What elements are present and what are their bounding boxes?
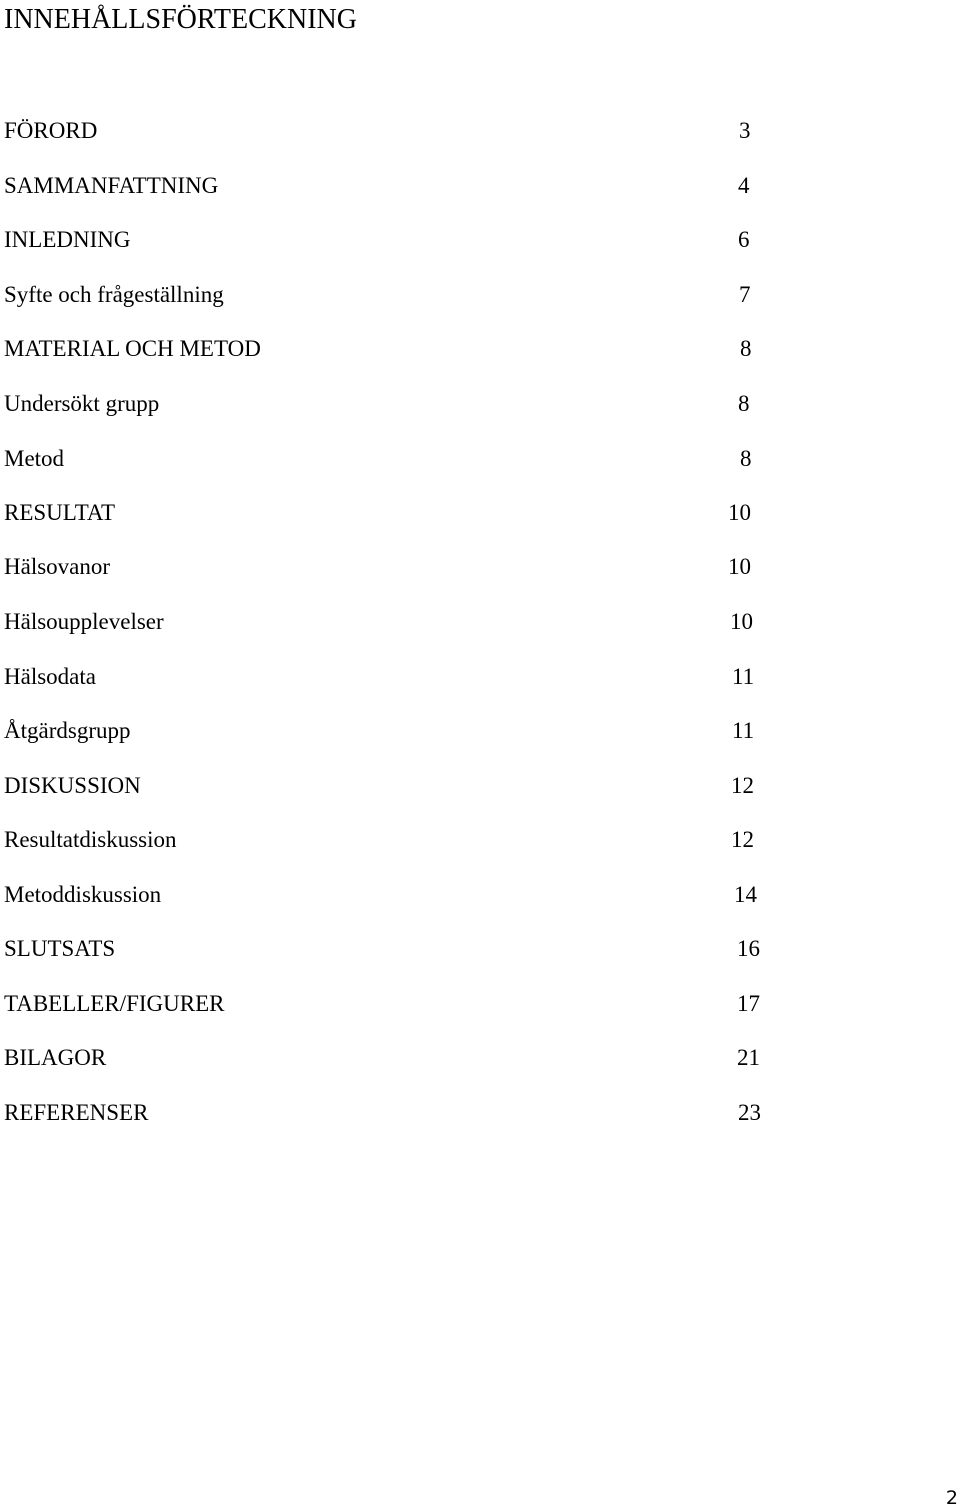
toc-entry-label: Hälsovanor [4,554,111,579]
toc-entry-page: 12 [731,773,754,798]
toc-entry[interactable] [4,1098,784,1128]
toc-entry-page: 3 [739,118,751,143]
toc-entry-page: 16 [737,936,760,961]
toc-entry-page: 8 [740,336,752,361]
toc-entry[interactable] [4,771,784,801]
page-number: 2 [945,1487,958,1509]
toc-entry-page: 8 [738,391,750,416]
toc-entry-page: 11 [732,664,755,689]
toc-entry-label: BILAGOR [4,1045,107,1070]
toc-entry-label: Åtgärdsgrupp [4,718,131,743]
toc-entry[interactable] [4,934,784,964]
toc-entry-page: 4 [738,173,750,198]
toc-entry-label: Syfte och frågeställning [4,282,224,307]
toc-entry-label: Metoddiskussion [4,882,162,907]
toc-entry[interactable] [4,225,784,255]
toc-entry-page: 8 [740,446,752,471]
toc-entry-label: SLUTSATS [4,936,116,961]
toc-entry-page: 10 [728,554,751,579]
toc-entry[interactable] [4,989,784,1019]
toc-entry[interactable] [4,116,784,146]
toc-entry[interactable] [4,498,784,528]
toc-entry[interactable] [4,716,784,746]
toc-entry-label: Metod [4,446,65,471]
toc-entry[interactable] [4,444,784,474]
toc-entry-page: 23 [738,1100,761,1125]
toc-entry-page: 10 [728,500,751,525]
toc-entry-page: 10 [730,609,753,634]
toc-entry-label: Resultatdiskussion [4,827,177,852]
toc-entry-label: RESULTAT [4,500,116,525]
toc-entry-label: REFERENSER [4,1100,149,1125]
toc-entry-page: 11 [732,718,755,743]
toc-entry-label: FÖRORD [4,118,98,143]
toc-entry[interactable] [4,389,784,419]
toc-entry[interactable] [4,662,784,692]
toc-entry[interactable] [4,552,784,582]
toc-entry-label: TABELLER/FIGURER [4,991,225,1016]
toc-entry-label: Hälsodata [4,664,96,689]
toc-entry-label: Hälsoupplevelser [4,609,164,634]
toc-entry-page: 7 [739,282,751,307]
page-title: INNEHÅLLSFÖRTECKNING [4,4,357,35]
toc-entry-label: SAMMANFATTNING [4,173,219,198]
toc-entry[interactable] [4,1043,784,1073]
toc-entry-page: 21 [737,1045,760,1070]
toc-entry-label: MATERIAL OCH METOD [4,336,261,361]
toc-entry[interactable] [4,171,784,201]
toc-entry[interactable] [4,607,784,637]
toc-entry-page: 6 [738,227,750,252]
toc-entry[interactable] [4,825,784,855]
toc-entry[interactable] [4,280,784,310]
toc-entry-label: INLEDNING [4,227,131,252]
toc-entry-label: Undersökt grupp [4,391,160,416]
toc-entry[interactable] [4,880,784,910]
toc-entry-page: 17 [737,991,760,1016]
toc-entry-page: 12 [731,827,754,852]
toc-entry-label: DISKUSSION [4,773,141,798]
toc-entry-page: 14 [734,882,757,907]
toc-entry[interactable] [4,334,784,364]
